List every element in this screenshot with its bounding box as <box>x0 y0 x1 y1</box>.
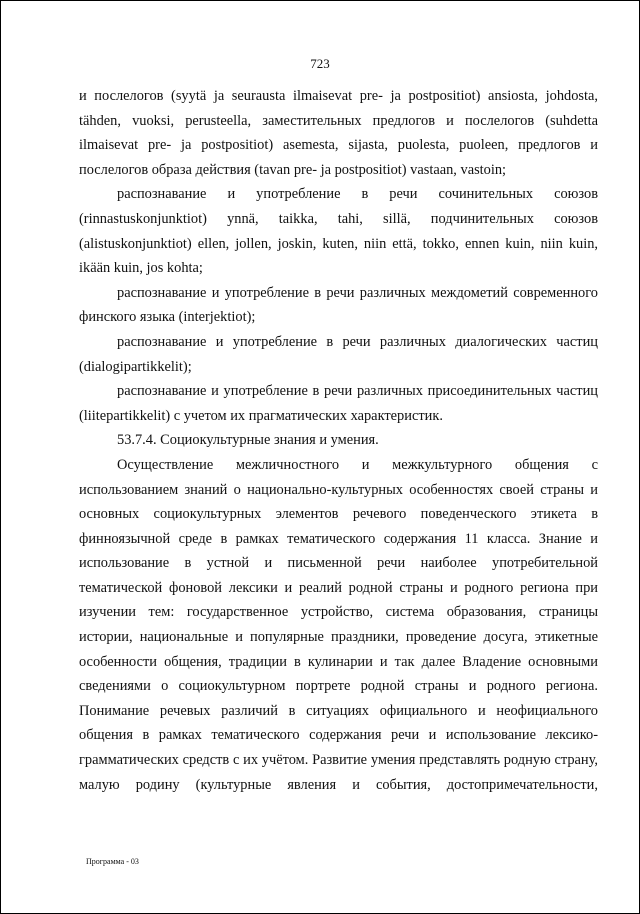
paragraph-sociocultural: Осуществление межличностного и межкультурного общения с использованием знаний о национально-культурных особенностях своей страны и основных социокультурных элементов речевого поведенческого этикета в финноязычной среде в рамках тематического содержания 11 класса. Знание и использование в устной и письменной речи наиболее употребительной тематической фоновой лексики и реалий родной страны и родного региона при изучении тем: государственное устройство, система образования, страницы истории, национальные и популярные праздники, проведение досуга, этикетные особенности общения, традиции в кулинарии и так далее Владение основными сведениями о социокультурном портрете родной страны и родного региона. Понимание речевых различий в ситуациях официального и неофициального общения в рамках тематического содержания речи и использование лексико-грамматических средств с их учётом. Развитие умения представлять родную страну, малую родину (культурные явления и события, достопримечательности, <box>79 456 598 793</box>
section-heading: 53.7.4. Социокультурные знания и умения. <box>117 432 379 449</box>
paragraph-attached-particles: распознавание и употребление в речи различных присоединительных частиц (liitepartikkelit) с учетом их прагматических характеристик. <box>79 383 598 424</box>
document-body <box>79 84 598 797</box>
paragraph-conjunctions: распознавание и употребление в речи сочинительных союзов (rinnastuskonjunktiot) ynnä, taikka, tahi, sillä, подчинительных союзов (alistuskonjunktiot) ellen, jollen, joskin, kuten, niin että, tokko, ennen kuin, niin kuin, ikään kuin, jos kohta; <box>79 186 598 277</box>
paragraph-dialogue-particles: распознавание и употребление в речи различных диалогических частиц (dialogipartikkelit); <box>79 333 598 375</box>
paragraph-prepositions: и послелогов (syytä ja seurausta ilmaisevat pre- ja postpositiot) ansiosta, johdosta, tähden, vuoksi, perusteella, заместительных предлогов и послелогов (suhdetta ilmaisevat pre- ja postpositiot) asemesta, sijasta, puolesta, puoleen, предлогов и послелогов образа действия (tavan pre- ja postpositiot) vastaan, vastoin; <box>79 88 598 178</box>
footer-program-code: Программа - 03 <box>86 857 139 866</box>
paragraph-interjections: распознавание и употребление в речи различных междометий современного финского языка (interjektiot); <box>79 284 598 326</box>
page-number: 723 <box>310 56 330 71</box>
